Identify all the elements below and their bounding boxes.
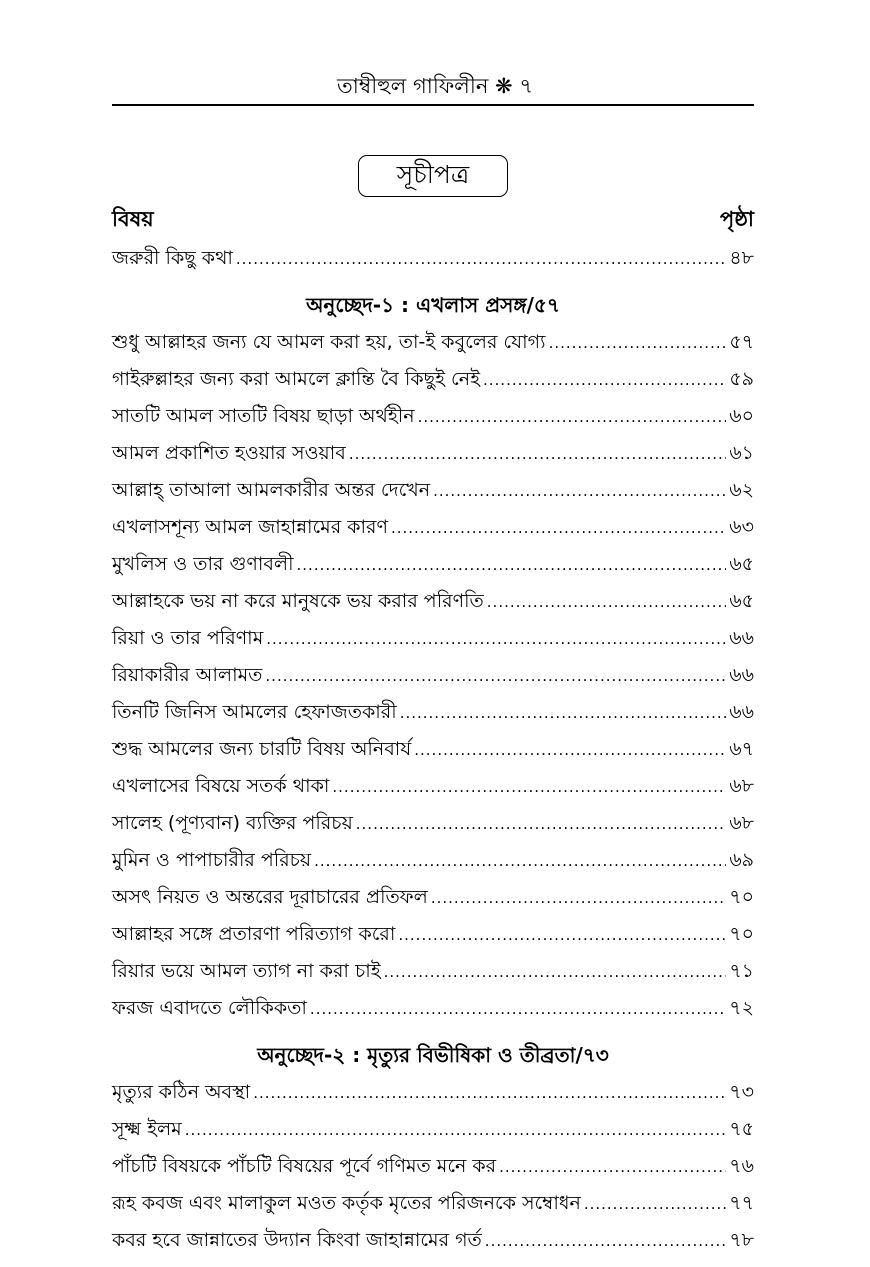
toc-entry[interactable] [112, 435, 754, 472]
toc-entry-text: অসৎ নিয়ত ও অন্তরের দূরাচারের প্রতিফল [112, 886, 428, 908]
toc-entry-page: ৭২ [729, 997, 754, 1019]
dot-leader [398, 917, 726, 954]
toc-entry-page: ৭০ [729, 886, 754, 908]
dot-leader [297, 547, 727, 584]
toc-entry-text: এখলাসশূন্য আমল জাহান্নামের কারণ [112, 516, 388, 538]
toc-entry-text: সাতটি আমল সাতটি বিষয় ছাড়া অর্থহীন [112, 405, 415, 427]
dot-leader [356, 806, 727, 843]
dot-leader [265, 658, 726, 695]
toc-entry[interactable] [112, 657, 754, 694]
dot-leader [266, 621, 726, 658]
toc-entry-text: আল্লাহকে ভয় না করে মানুষকে ভয় করার পরিণতি [112, 590, 484, 612]
toc-title [358, 155, 508, 197]
dot-leader [332, 769, 726, 806]
toc-entry-text: পাঁচটি বিষয়কে পাঁচটি বিষয়ের পূর্বে গণিমত মনে কর [112, 1155, 497, 1177]
toc-entry[interactable] [112, 583, 754, 620]
toc-entry-text: শুদ্ধ আমলের জন্য চারটি বিষয় অনিবার্য [112, 738, 412, 760]
chapter-2-entries [112, 1074, 754, 1259]
toc-entry[interactable] [112, 361, 754, 398]
toc-entry-page: ৬৬ [729, 701, 754, 723]
toc-entry-text: মৃত্যুর কঠিন অবস্থা [112, 1081, 251, 1103]
toc-entry-text: মুখলিস ও তার গুণাবলী [112, 553, 294, 575]
toc-entry-page: ৪৮ [729, 247, 754, 269]
toc-entry-text: শুধু আল্লাহর জন্য যে আমল করা হয়, তা-ই কবুলের যোগ্য [112, 331, 546, 353]
chapter-2-heading: অনুচ্ছেদ-২ : মৃত্যুর বিভীষিকা ও তীব্রতা/৭৩ [257, 1043, 609, 1067]
toc-entry[interactable] [112, 953, 754, 990]
toc-entry-text: জরুরী কিছু কথা [112, 247, 233, 269]
toc-entry-text: তিনটি জিনিস আমলের হেফাজতকারী [112, 701, 397, 723]
page-column-heading: পৃষ্ঠা [719, 207, 754, 231]
toc-entry-text: রিয়া ও তার পরিণাম [112, 627, 264, 649]
toc-title-text: সূচীপত্র [396, 159, 470, 189]
toc-entry[interactable] [112, 768, 754, 805]
dot-leader [314, 843, 726, 880]
toc-entry[interactable] [112, 1074, 754, 1111]
toc-entry-page: ৭৭ [729, 1192, 754, 1214]
toc-entry-text: সূক্ষ্ম ইলম [112, 1118, 182, 1140]
toc-entry-page: ৬৬ [729, 664, 754, 686]
toc-entry-page: ৬৩ [729, 516, 754, 538]
dot-leader [431, 880, 726, 917]
toc-entry-page: ৭৮ [729, 1229, 754, 1251]
toc-entry-text: গাইরুল্লাহর জন্য করা আমলে ক্লান্তি বৈ কিছুই নেই [112, 368, 480, 390]
toc-entry[interactable] [112, 1222, 754, 1259]
dot-leader [499, 1149, 726, 1186]
toc-entry[interactable] [112, 1148, 754, 1185]
toc-entry-page: ৬৭ [729, 738, 754, 760]
running-header: তাম্বীহুল গাফিলীন ❋ ৭ [337, 74, 533, 98]
toc-entry-page: ৭৬ [729, 1155, 754, 1177]
subject-column-heading: বিষয় [112, 207, 154, 231]
toc-entry-page: ৭০ [729, 923, 754, 945]
toc-entry-page: ৬৫ [729, 553, 754, 575]
toc-entry-text: আমল প্রকাশিত হওয়ার সওয়াব [112, 442, 346, 464]
toc-entry-text: কবর হবে জান্নাতের উদ্যান কিংবা জাহান্নামের গর্ত [112, 1229, 482, 1251]
header-divider [112, 104, 754, 106]
toc-entry-text: সালেহ (পূণ্যবান) ব্যক্তির পরিচয় [112, 812, 353, 834]
toc-entry-page: ৬৮ [729, 812, 754, 834]
toc-entry[interactable] [112, 879, 754, 916]
dot-leader [549, 325, 727, 362]
toc-entry[interactable] [112, 509, 754, 546]
toc-entry[interactable] [112, 1111, 754, 1148]
toc-entry-text: মুমিন ও পাপাচারীর পরিচয় [112, 849, 312, 871]
table-of-contents [112, 240, 754, 1259]
dot-leader [584, 1186, 726, 1223]
toc-entry[interactable] [112, 842, 754, 879]
toc-entry[interactable] [112, 916, 754, 953]
toc-entry-page: ৬৫ [729, 590, 754, 612]
toc-entry[interactable] [112, 546, 754, 583]
toc-entry-page: ৬৯ [729, 849, 754, 871]
dot-leader [185, 1112, 727, 1149]
dot-leader [483, 362, 726, 399]
toc-entry-text: আল্লাহর সঙ্গে প্রতারণা পরিত্যাগ করো [112, 923, 396, 945]
toc-entry-text: আল্লাহ্ তাআলা আমলকারীর অন্তর দেখেন [112, 479, 431, 501]
toc-entry[interactable] [112, 731, 754, 768]
toc-entry-text: এখলাসের বিষয়ে সতর্ক থাকা [112, 775, 330, 797]
dot-leader [391, 510, 726, 547]
dot-leader [253, 1075, 726, 1112]
chapter-1-entries [112, 324, 754, 1027]
dot-leader [310, 991, 726, 1028]
toc-entry-page: ৬১ [729, 442, 754, 464]
toc-entry-page: ৬২ [729, 479, 754, 501]
dot-leader [433, 473, 726, 510]
toc-entry-text: রিয়ার ভয়ে আমল ত্যাগ না করা চাই [112, 960, 381, 982]
dot-leader [384, 954, 727, 991]
dot-leader [487, 584, 727, 621]
dot-leader [485, 1223, 727, 1260]
dot-leader [414, 732, 726, 769]
toc-entry-page: ৭৩ [729, 1081, 754, 1103]
toc-entry-intro[interactable] [112, 240, 754, 277]
toc-entry-text: রিয়াকারীর আলামত [112, 664, 263, 686]
toc-entry-page: ৫৭ [729, 331, 754, 353]
toc-entry[interactable] [112, 1185, 754, 1222]
toc-entry[interactable] [112, 694, 754, 731]
toc-entry-text: রূহ কবজ এবং মালাকুল মওত কর্তৃক মৃতের পরিজনকে সম্বোধন [112, 1192, 581, 1214]
dot-leader [418, 399, 727, 436]
toc-entry[interactable] [112, 990, 754, 1027]
toc-entry[interactable] [112, 805, 754, 842]
dot-leader [349, 436, 726, 473]
toc-entry-page: ৭১ [729, 960, 754, 982]
toc-entry[interactable] [112, 620, 754, 657]
toc-entry-text: ফরজ এবাদতে লৌকিকতা [112, 997, 307, 1019]
toc-entry[interactable] [112, 472, 754, 509]
toc-entry-page: ৬৮ [729, 775, 754, 797]
toc-entry-page: ৬৬ [729, 627, 754, 649]
toc-entry[interactable] [112, 324, 754, 361]
dot-leader [236, 241, 726, 278]
dot-leader [400, 695, 727, 732]
chapter-1-heading: অনুচ্ছেদ-১ : এখলাস প্রসঙ্গ/৫৭ [306, 293, 560, 317]
toc-entry-page: ৫৯ [729, 368, 754, 390]
toc-entry-page: ৬০ [729, 405, 754, 427]
toc-entry-page: ৭৫ [729, 1118, 754, 1140]
toc-entry[interactable] [112, 398, 754, 435]
